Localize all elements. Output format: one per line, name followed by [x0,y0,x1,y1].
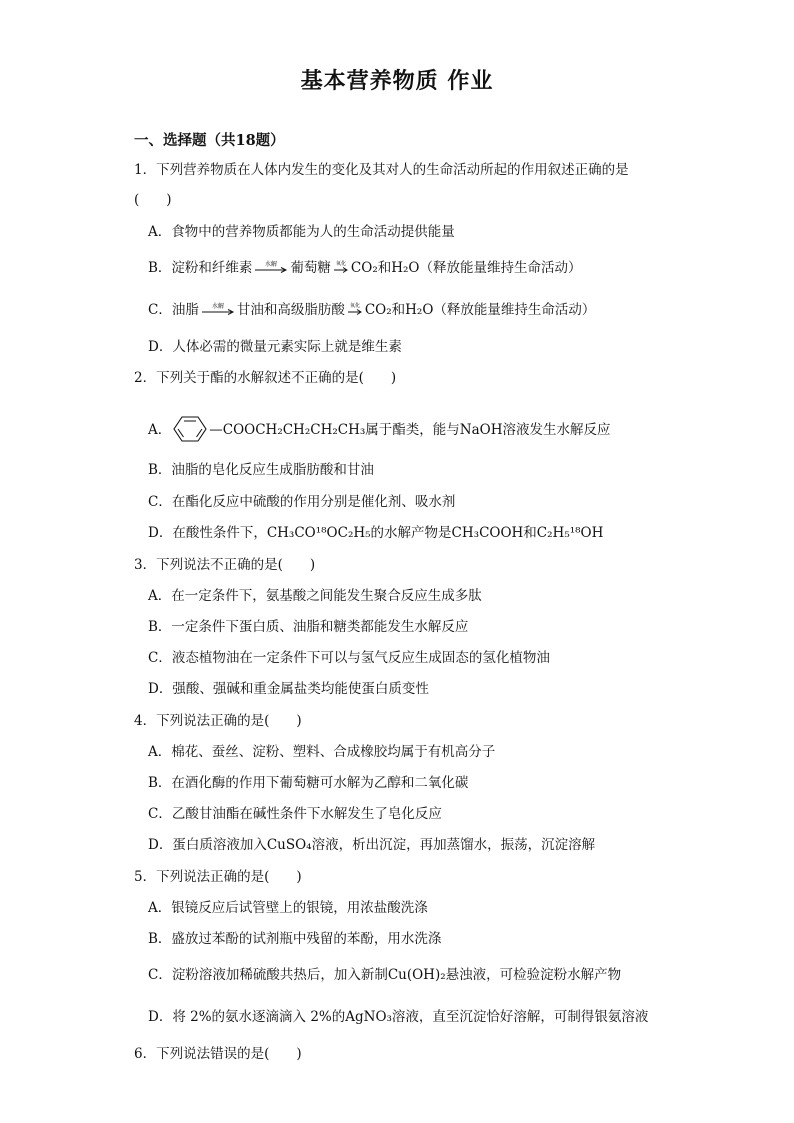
q4-stem: 4．下列说法正确的是( ) [134,713,302,729]
q2-a-post: —COOCH₂CH₂CH₂CH₃属于酯类，能与NaOH溶液发生水解反应 [209,422,611,438]
q5-option-a: A．银镜反应后试管壁上的银镜，用浓盐酸洗涤 [148,900,428,916]
q1-stem: 1．下列营养物质在人体内发生的变化及其对人的生命活动所起的作用叙述正确的是 [134,162,629,178]
q1-c-pre: C．油脂 [148,302,199,318]
reaction-arrow-icon [254,260,288,274]
reaction-arrow-icon [347,302,363,316]
q5-option-d: D．将 2%的氨水逐滴滴入 2%的AgNO₃溶液，直至沉淀恰好溶解，可制得银氨溶液 [148,1009,649,1025]
q5-option-c: C．淀粉溶液加稀硫酸共热后，加入新制Cu(OH)₂悬浊液，可检验淀粉水解产物 [148,967,622,983]
q3-option-d: D．强酸、强碱和重金属盐类均能使蛋白质变性 [148,681,429,697]
q5-option-b: B．盛放过苯酚的试剂瓶中残留的苯酚，用水洗涤 [148,931,442,947]
q5-stem: 5．下列说法正确的是( ) [134,869,302,885]
q1-b-pre: B．淀粉和纤维素 [148,260,253,276]
reaction-arrow-icon [201,302,235,316]
q3-option-a: A．在一定条件下，氨基酸之间能发生聚合反应生成多肽 [148,588,482,604]
arrow-label: 水解 [211,303,224,310]
q2-option-b: B．油脂的皂化反应生成脂肪酸和甘油 [148,462,374,478]
q1-option-b [148,259,581,277]
q4-option-c: C．乙酸甘油酯在碱性条件下水解发生了皂化反应 [148,806,442,822]
q3-option-b: B．一定条件下蛋白质、油脂和糖类都能发生水解反应 [148,619,469,635]
arrow-label: 水解 [265,261,278,268]
q4-option-a: A．棉花、蚕丝、淀粉、塑料、合成橡胶均属于有机高分子 [148,744,496,760]
q1-paren: ( ) [134,192,172,208]
arrow-label: 氧化 [349,303,360,309]
q6-stem: 6．下列说法错误的是( ) [134,1046,302,1062]
q2-stem: 2．下列关于酯的水解叙述不正确的是( ) [134,370,397,386]
q4-option-b: B．在酒化酶的作用下葡萄糖可水解为乙醇和二氧化碳 [148,775,469,791]
q1-c-mid: 甘油和高级脂肪酸 [236,302,345,318]
arrow-label: 氧化 [335,261,346,267]
section-heading: 一、选择题（共18题） [134,132,285,149]
q4-option-d: D．蛋白质溶液加入CuSO₄溶液，析出沉淀，再加蒸馏水，振荡，沉淀溶解 [148,837,596,853]
q3-stem: 3．下列说法不正确的是( ) [134,557,316,573]
q2-a-pre: A． [148,422,172,438]
q2-option-d: D．在酸性条件下，CH₃CO¹⁸OC₂H₅的水解产物是CH₃COOH和C₂H₅¹⁸OH [148,525,604,541]
q1-b-post: CO₂和H₂O（释放能量维持生命活动） [350,260,582,276]
reaction-arrow-icon [333,260,349,274]
benzene-ring-icon [173,415,207,448]
q2-option-c: C．在酯化反应中硫酸的作用分别是催化剂、吸水剂 [148,494,456,510]
q1-b-mid: 葡萄糖 [290,260,331,276]
q2-option-a [148,415,610,448]
page-title: 基本营养物质 作业 [300,69,494,94]
q1-option-a: A．食物中的营养物质都能为人的生命活动提供能量 [148,224,455,240]
q1-option-c [148,301,595,319]
q3-option-c: C．液态植物油在一定条件下可以与氢气反应生成固态的氢化植物油 [148,650,550,666]
q1-c-post: CO₂和H₂O（释放能量维持生命活动） [364,302,596,318]
q1-option-d: D．人体必需的微量元素实际上就是维生素 [148,339,402,355]
